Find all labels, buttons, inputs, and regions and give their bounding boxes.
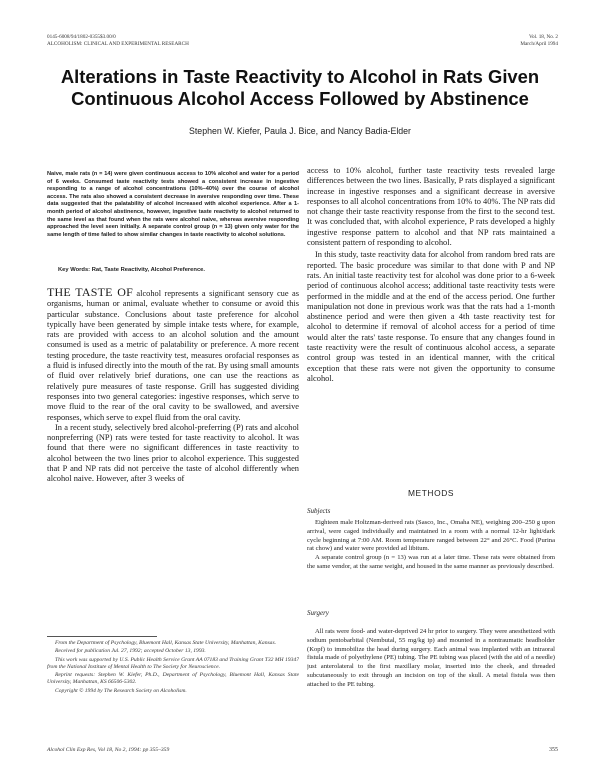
footnote-reprints: Reprint requests: Stephen W. Kiefer, Ph.D., Department of Psychology, Bluemont Hall, Kansas State University, Manhattan, KS 66506-5302. xyxy=(47,672,299,686)
footnote-affiliation: From the Department of Psychology, Bluemont Hall, Kansas State University, Manhattan, Kansas. xyxy=(55,640,277,646)
title-line-2: Continuous Alcohol Access Followed by Abstinence xyxy=(71,88,529,109)
surgery-paragraph-1: All rats were food- and water-deprived 24 hr prior to surgery. They were anesthetized with sodium pentobarbital (Nembutal, 55 mg/kg ip) and mounted in a nontraumatic headholder (Kopf) to immobilize the head during surgery. Each animal was implanted with an intraoral fistula made of polyethylene (PE) tubing. The PE tubing was placed (with the aid of a needle) just anterolateral to the first maxillary molar, inserted into the cheek, and threaded subcutaneously to exit through an incision on top of the skull. A metal fistula was then attached to the PE tubing. xyxy=(307,628,555,688)
intro-paragraph-1-text: alcohol represents a significant sensory cue as organisms, human or animal, evaluate whether to consume or avoid this particular substance. Conclusions about taste preference for alcohol typically have been generated by simple intake tests where, for example, rats are provided with access to an alcohol solution and the amount consumed is used as a metric of palatability or preference. A more recent testing procedure, the taste reactivity test, measures orofacial responses as a fluid is infused directly into the mouth of the rat. By using small amounts of fluid over relatively brief durations, one can use the reactions as relatively pure measures of taste response. Grill has suggested dividing responses into two general categories: ingestive responses, which serve to move fluid to the rear of the oral cavity to be swallowed, and aversive responses, which serve to expel fluid from the oral cavity. xyxy=(47,289,299,422)
running-header-right xyxy=(520,34,558,48)
subjects-paragraph-2: A separate control group (n = 13) was run at a later time. These rats were obtained from the same vendor, at the same weight, and housed in the same manner as previously described. xyxy=(307,554,555,570)
surgery-heading: Surgery xyxy=(307,609,329,617)
footnote-divider xyxy=(47,636,157,637)
right-paragraph-1: access to 10% alcohol, further taste reactivity tests revealed large differences between the two lines. Basically, P rats displayed a significant increase in ingestive responses and a significant decrease in aversive responses to all alcohol concentrations from 10% to 40%. The NP rats did not change their taste reactivity response from the first to the second test. It was concluded that, with alcohol experience, P rats developed a highly ingestive response pattern to alcohol and that NP rats maintained a consistent pattern of responding to alcohol. xyxy=(307,166,555,248)
subjects-paragraph-1: Eighteen male Holtzman-derived rats (Sasco, Inc., Omaha NE), weighing 200–250 g upon arrival, were caged individually and maintained in a room with a normal 12-hr light/dark cycle beginning at 7:00 AM. Room temperature ranged between 22° and 26°C. Food (Purina rat chow) and water were provided ad libitum. xyxy=(307,519,555,553)
surgery-section xyxy=(307,628,555,746)
introduction xyxy=(47,287,299,511)
subjects-section xyxy=(307,519,555,599)
right-paragraph-2: In this study, taste reactivity data for alcohol from random bred rats are reported. The basic procedure was similar to that done with P and NP rats. An initial taste reactivity test for alcohol was done prior to a 6-week period of continuous alcohol access; additional taste reactivity tests were performed in the middle and at the end of the access period. One further manipulation not done in previous work was that the rats had a 1-month abstinence period and were then given a 4th taste reactivity test for alcohol to determine if removal of alcohol access for a period of time would alter the rats' taste response. To ensure that any changes found in taste reactivity were the result of continuous alcohol access, a separate control group was tested in an identical manner, with the critical exception that these rats were not given the opportunity to consume alcohol. xyxy=(307,250,555,383)
volume-line: Vol. 18, No. 2 xyxy=(528,34,558,40)
subjects-heading: Subjects xyxy=(307,507,331,515)
page-number: 355 xyxy=(549,747,558,753)
running-header-left xyxy=(47,34,189,48)
journal-name: ALCOHOLISM: CLINICAL AND EXPERIMENTAL RESEARCH xyxy=(47,41,189,47)
abstract: Naive, male rats (n = 14) were given continuous access to 10% alcohol and water for a period of 6 weeks. Consumed taste reactivity tests showed a consistent increase in ingestive responding to a range of alcohol concentrations (10%–40%) over the course of alcohol access. The rats also showed a consistent decrease in aversive responding over time. These data suggested that the palatability of alcohol increased with alcohol experience. After a 1-month period of alcohol abstinence, however, ingestive taste reactivity to alcohol returned to the same level as that found when the rats were alcohol naive, whereas aversive responding approached the level seen initially. A separate control group (n = 13) given only water for the same length of time failed to show similar changes in taste reactivity to alcohol solutions. xyxy=(47,171,299,238)
issue-date: March/April 1994 xyxy=(520,41,558,47)
intro-paragraph-2: In a recent study, selectively bred alcohol-preferring (P) rats and alcohol nonpreferring (NP) rats were tested for taste reactivity to alcohol. It was found that there were no significant differences in taste reactivity to alcohol between the two lines prior to alcohol experience. This suggested that P and NP rats did not perceive the taste of alcohol differently when alcohol naive. However, after 3 weeks of xyxy=(47,422,299,484)
footnotes xyxy=(47,640,299,740)
footnote-funding: This work was supported by U.S. Public Health Service Grant AA 07183 and Training Grant T32 MH 19347 from the National Institute of Mental Health to The Society for Neuroscience. xyxy=(47,656,299,670)
keywords: Key Words: Rat, Taste Reactivity, Alcohol Preference. xyxy=(58,267,206,273)
intro-paragraph-1 xyxy=(47,287,299,423)
methods-heading: METHODS xyxy=(407,488,455,498)
title-line-1: Alterations in Taste Reactivity to Alcohol in Rats Given xyxy=(60,66,540,87)
author-list: Stephen W. Kiefer, Paula J. Bice, and Nancy Badia-Elder xyxy=(188,126,411,136)
journal-citation: Alcohol Clin Exp Res, Vol 18, No 2, 1994: pp 355–359 xyxy=(47,747,170,753)
opening-words: THE TASTE OF xyxy=(47,287,133,299)
article-title xyxy=(30,66,570,110)
footnote-received: Received for publication Jul. 27, 1992; accepted October 13, 1993. xyxy=(55,648,206,655)
introduction-continued xyxy=(307,166,555,482)
issn-line: 0145-6008/94/1802-0355$3.00/0 xyxy=(47,34,116,40)
footnote-copyright: Copyright © 1994 by The Research Society on Alcoholism. xyxy=(55,687,187,694)
